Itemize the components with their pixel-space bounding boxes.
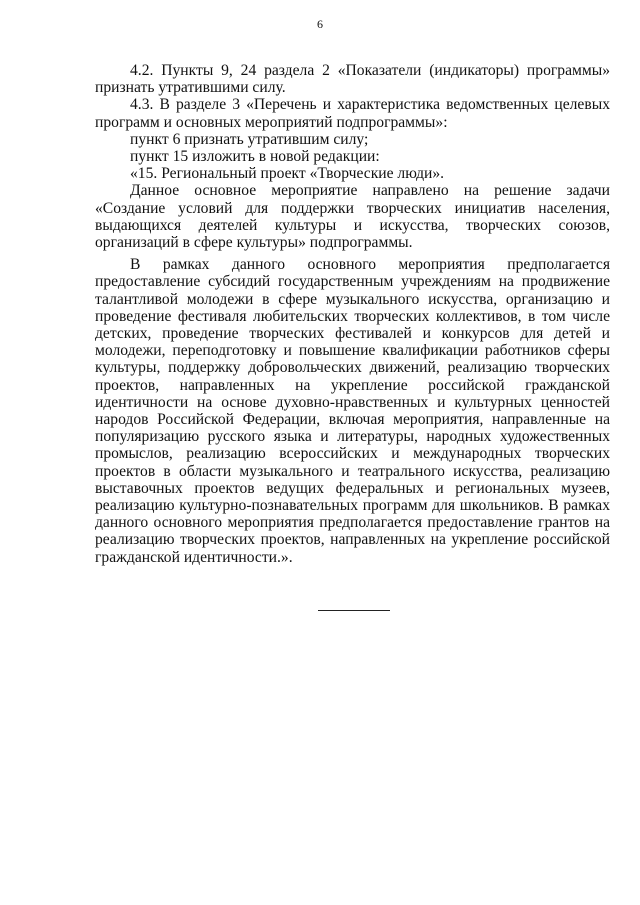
paragraph-project-goal: Данное основное мероприятие направлено на решение задачи «Создание условий для поддержки творческих инициатив населения, выдающихся деятелей культуры и искусства, творческих союзов, организаций в сфере культуры» подпрограммы.	[95, 182, 610, 252]
paragraph-4-2: 4.2. Пункты 9, 24 раздела 2 «Показатели (индикаторы) программы» признать утратившими силу.	[95, 62, 610, 97]
end-of-document-rule	[318, 610, 390, 611]
paragraph-item-6: пункт 6 признать утратившим силу;	[130, 130, 369, 148]
page-number: 6	[317, 17, 323, 31]
paragraph-4-3: 4.3. В разделе 3 «Перечень и характеристика ведомственных целевых программ и основных мероприятий подпрограммы»:	[95, 96, 610, 131]
paragraph-project-description: В рамках данного основного мероприятия предполагается предоставление субсидий государственным учреждениям на продвижение талантливой молодежи в сфере музыкального искусства, организацию и проведение фестиваля любительских творческих коллективов, в том числе детских, проведение творческих фестивалей и конкурсов для детей и молодежи, переподготовку и повышение квалификации работников сферы культуры, поддержку добровольческих движений, реализацию творческих проектов, направленных на укрепление российской гражданской идентичности на основе духовно-нравственных и культурных ценностей народов Российской Федерации, включая мероприятия, направленные на популяризацию русского языка и литературы, народных художественных промыслов, реализацию всероссийских и международных творческих проектов в области музыкального и театрального искусства, реализацию выставочных проектов ведущих федеральных и региональных музеев, реализацию культурно-познавательных программ для школьников. В рамках данного основного мероприятия предполагается предоставление грантов на реализацию творческих проектов, направленных на укрепление российской гражданской идентичности.».	[95, 256, 610, 566]
paragraph-item-15: пункт 15 изложить в новой редакции:	[130, 148, 380, 166]
document-body	[95, 62, 610, 566]
paragraph-project-title: «15. Региональный проект «Творческие люди».	[130, 165, 445, 183]
